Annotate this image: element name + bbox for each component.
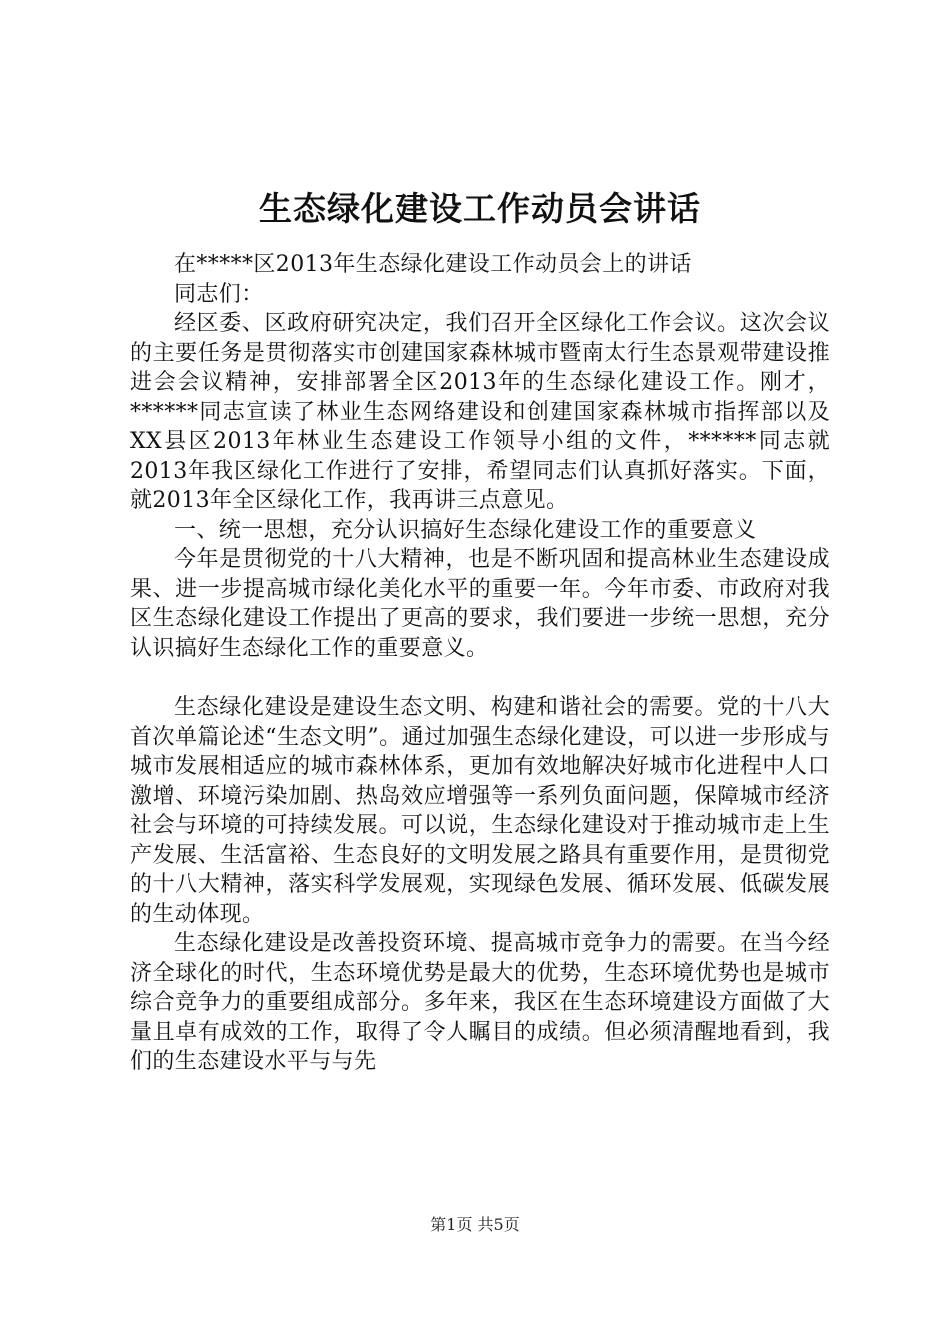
section-heading-1: 一、统一思想，充分认识搞好生态绿化建设工作的重要意义 <box>174 517 757 543</box>
document-page <box>130 180 830 1077</box>
document-title: 生态绿化建设工作动员会讲话 <box>259 189 701 228</box>
paragraph-intro: 经区委、区政府研究决定，我们召开全区绿化工作会议。这次会议的主要任务是贯彻落实市创建国家森林城市暨南太行生态景观带建设推进会会议精神，安排部署全区2013年的生态绿化建设工作。刚才，******同志宣读了林业生态网络建设和创建国家森林城市指挥部以及XX县区2013年林业生态建设工作领导小组的文件，******同志就2013年我区绿化工作进行了安排，希望同志们认真抓好落实。下面，就2013年全区绿化工作，我再讲三点意见。 <box>130 311 830 513</box>
paragraph-ecological-civilization: 生态绿化建设是建设生态文明、构建和谐社会的需要。党的十八大首次单篇论述“生态文明”。通过加强生态绿化建设，可以进一步形成与城市发展相适应的城市森林体系，更加有效地解决好城市化进程中人口激增、环境污染加剧、热岛效应增强等一系列负面问题，保障城市经济社会与环境的可持续发展。可以说，生态绿化建设对于推动城市走上生产发展、生活富裕、生态良好的文明发展之路具有重要作用，是贯彻党的十八大精神，落实科学发展观，实现绿色发展、循环发展、低碳发展的生动体现。 <box>130 695 830 927</box>
paragraph-year-context: 今年是贯彻党的十八大精神，也是不断巩固和提高林业生态建设成果、进一步提高城市绿化美化水平的重要一年。今年市委、市政府对我区生态绿化建设工作提出了更高的要求，我们要进一步统一思想，充分认识搞好生态绿化工作的重要意义。 <box>130 547 830 661</box>
paragraph-gap <box>130 663 830 693</box>
salutation: 同志们： <box>174 281 264 307</box>
document-subtitle: 在*****区2013年生态绿化建设工作动员会上的讲话 <box>174 252 692 277</box>
paragraph-investment-environment: 生态绿化建设是改善投资环境、提高城市竞争力的需要。在当今经济全球化的时代，生态环境优势是最大的优势，生态环境优势也是城市综合竞争力的重要组成部分。多年来，我区在生态环境建设方面做了大量且卓有成效的工作，取得了令人瞩目的成绩。但必须清醒地看到，我们的生态建设水平与与先 <box>130 931 830 1074</box>
page-footer: 第1页 共5页 <box>430 1215 520 1234</box>
